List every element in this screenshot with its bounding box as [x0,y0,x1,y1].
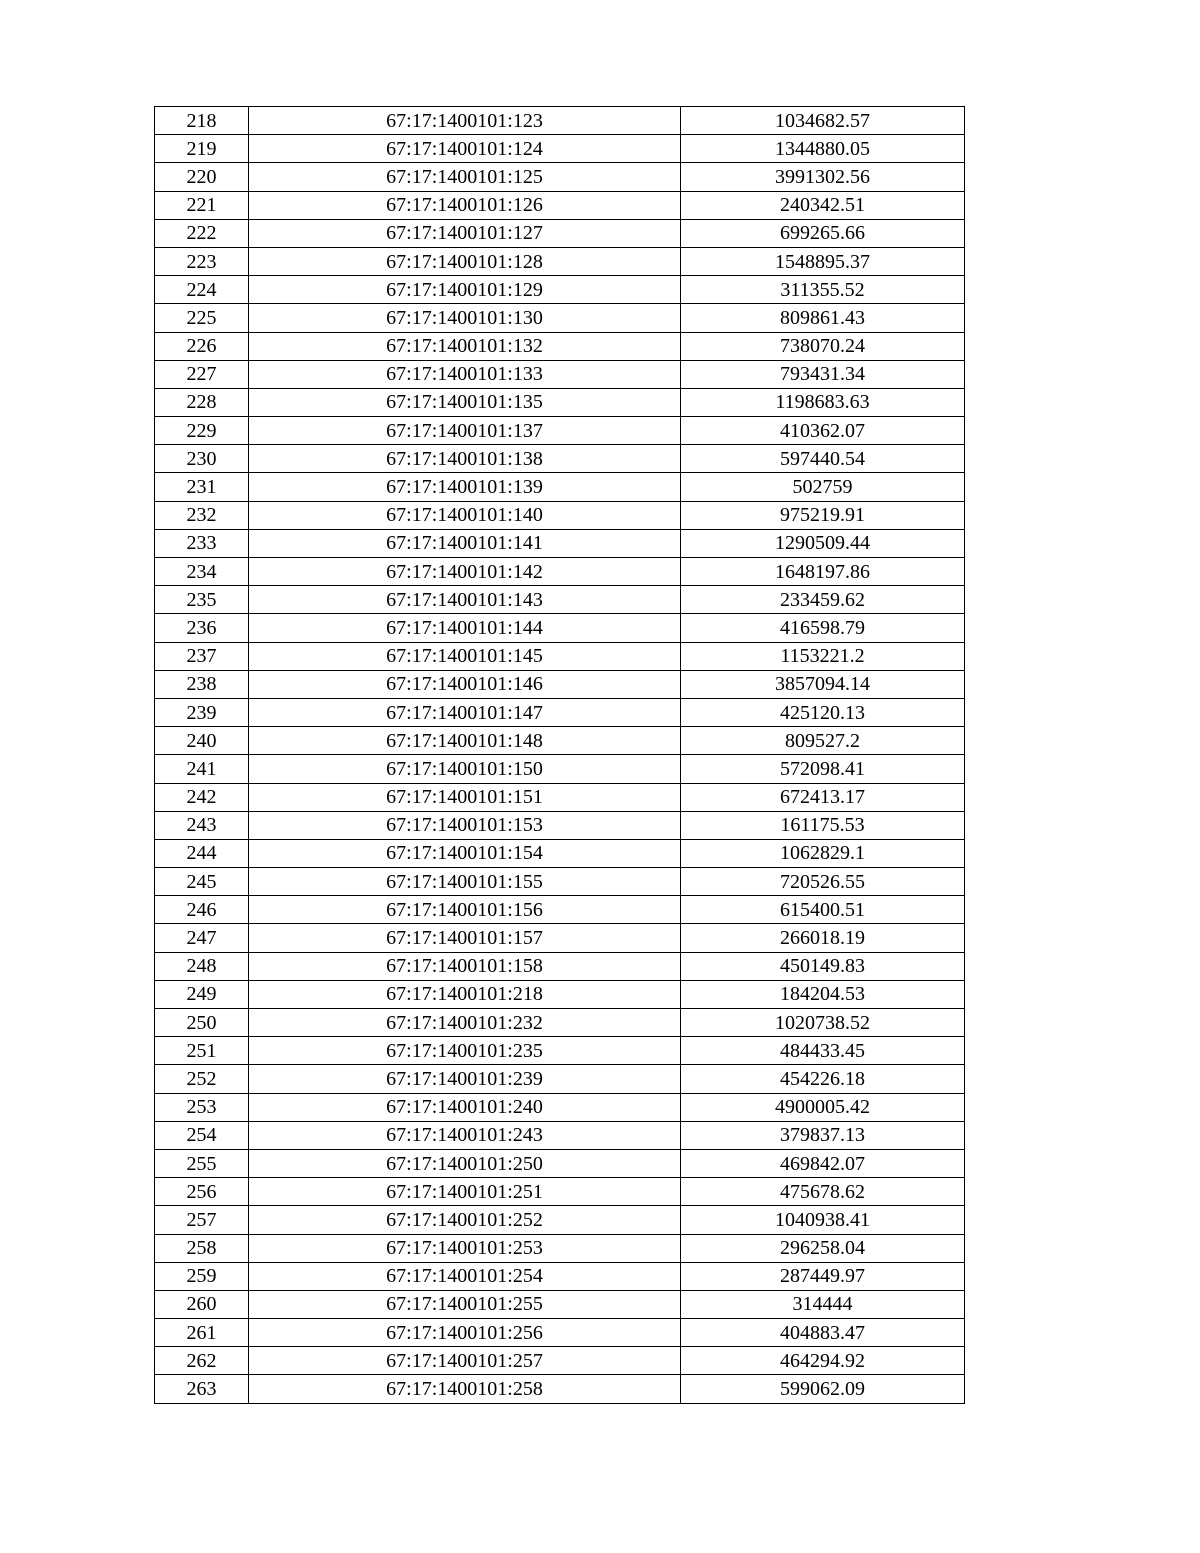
row-number-cell: 263 [155,1375,249,1403]
table-row [155,1149,965,1177]
cadastral-value-cell: 809527.2 [681,727,965,755]
table-row [155,1347,965,1375]
cadastral-number-cell: 67:17:1400101:145 [249,642,681,670]
cadastral-number-cell: 67:17:1400101:135 [249,388,681,416]
cadastral-value-cell: 311355.52 [681,276,965,304]
cadastral-number-cell: 67:17:1400101:138 [249,445,681,473]
cadastral-value-cell: 1198683.63 [681,388,965,416]
table-row [155,1262,965,1290]
cadastral-value-cell: 379837.13 [681,1121,965,1149]
table-row [155,924,965,952]
table-row [155,558,965,586]
row-number-cell: 242 [155,783,249,811]
table-row [155,107,965,135]
cadastral-number-cell: 67:17:1400101:239 [249,1065,681,1093]
row-number-cell: 252 [155,1065,249,1093]
cadastral-number-cell: 67:17:1400101:144 [249,614,681,642]
cadastral-number-cell: 67:17:1400101:150 [249,755,681,783]
cadastral-value-cell: 615400.51 [681,896,965,924]
cadastral-number-cell: 67:17:1400101:252 [249,1206,681,1234]
row-number-cell: 255 [155,1149,249,1177]
table-row [155,1290,965,1318]
table-row [155,360,965,388]
table-row [155,614,965,642]
row-number-cell: 249 [155,980,249,1008]
cadastral-number-cell: 67:17:1400101:243 [249,1121,681,1149]
row-number-cell: 226 [155,332,249,360]
table-row [155,247,965,275]
cadastral-number-cell: 67:17:1400101:126 [249,191,681,219]
cadastral-value-cell: 672413.17 [681,783,965,811]
row-number-cell: 218 [155,107,249,135]
cadastral-number-cell: 67:17:1400101:133 [249,360,681,388]
row-number-cell: 223 [155,247,249,275]
row-number-cell: 235 [155,586,249,614]
cadastral-value-cell: 793431.34 [681,360,965,388]
cadastral-number-cell: 67:17:1400101:148 [249,727,681,755]
cadastral-value-cell: 314444 [681,1290,965,1318]
cadastral-value-cell: 454226.18 [681,1065,965,1093]
row-number-cell: 221 [155,191,249,219]
cadastral-number-cell: 67:17:1400101:156 [249,896,681,924]
row-number-cell: 220 [155,163,249,191]
cadastral-value-cell: 287449.97 [681,1262,965,1290]
cadastral-number-cell: 67:17:1400101:153 [249,811,681,839]
cadastral-value-cell: 975219.91 [681,501,965,529]
row-number-cell: 225 [155,304,249,332]
row-number-cell: 238 [155,670,249,698]
cadastral-number-cell: 67:17:1400101:235 [249,1037,681,1065]
table-row [155,586,965,614]
row-number-cell: 248 [155,952,249,980]
table-row [155,727,965,755]
cadastral-number-cell: 67:17:1400101:258 [249,1375,681,1403]
table-row [155,783,965,811]
cadastral-number-cell: 67:17:1400101:253 [249,1234,681,1262]
table-row [155,445,965,473]
row-number-cell: 241 [155,755,249,783]
cadastral-value-cell: 3991302.56 [681,163,965,191]
cadastral-number-cell: 67:17:1400101:232 [249,1009,681,1037]
cadastral-value-cell: 266018.19 [681,924,965,952]
cadastral-number-cell: 67:17:1400101:142 [249,558,681,586]
cadastral-value-cell: 572098.41 [681,755,965,783]
table-row [155,1319,965,1347]
cadastral-value-cell: 1344880.05 [681,135,965,163]
table-row [155,1178,965,1206]
row-number-cell: 240 [155,727,249,755]
row-number-cell: 254 [155,1121,249,1149]
row-number-cell: 251 [155,1037,249,1065]
row-number-cell: 246 [155,896,249,924]
row-number-cell: 247 [155,924,249,952]
cadastral-number-cell: 67:17:1400101:127 [249,219,681,247]
row-number-cell: 230 [155,445,249,473]
cadastral-value-cell: 1648197.86 [681,558,965,586]
row-number-cell: 260 [155,1290,249,1318]
table-row [155,1065,965,1093]
cadastral-value-cell: 1020738.52 [681,1009,965,1037]
cadastral-number-cell: 67:17:1400101:146 [249,670,681,698]
row-number-cell: 228 [155,388,249,416]
cadastral-value-cell: 1062829.1 [681,839,965,867]
cadastral-value-cell: 1290509.44 [681,529,965,557]
cadastral-number-cell: 67:17:1400101:139 [249,473,681,501]
table-row [155,163,965,191]
cadastral-number-cell: 67:17:1400101:123 [249,107,681,135]
cadastral-value-cell: 597440.54 [681,445,965,473]
row-number-cell: 231 [155,473,249,501]
table-row [155,1206,965,1234]
row-number-cell: 219 [155,135,249,163]
table-row [155,980,965,1008]
cadastral-number-cell: 67:17:1400101:141 [249,529,681,557]
cadastral-value-cell: 699265.66 [681,219,965,247]
table-row [155,219,965,247]
row-number-cell: 232 [155,501,249,529]
row-number-cell: 245 [155,868,249,896]
cadastral-value-cell: 404883.47 [681,1319,965,1347]
cadastral-value-cell: 4900005.42 [681,1093,965,1121]
cadastral-value-cell: 240342.51 [681,191,965,219]
cadastral-number-cell: 67:17:1400101:147 [249,698,681,726]
cadastral-number-cell: 67:17:1400101:157 [249,924,681,952]
row-number-cell: 244 [155,839,249,867]
table-row [155,811,965,839]
table-row [155,388,965,416]
cadastral-value-cell: 410362.07 [681,417,965,445]
table-row [155,896,965,924]
row-number-cell: 236 [155,614,249,642]
row-number-cell: 257 [155,1206,249,1234]
table-row [155,670,965,698]
table-row [155,332,965,360]
table-row [155,952,965,980]
cadastral-number-cell: 67:17:1400101:129 [249,276,681,304]
table-row [155,1009,965,1037]
table-row [155,1037,965,1065]
cadastral-value-cell: 184204.53 [681,980,965,1008]
table-body [155,107,965,1404]
cadastral-value-cell: 1153221.2 [681,642,965,670]
table-row [155,868,965,896]
cadastral-value-cell: 469842.07 [681,1149,965,1177]
cadastral-number-cell: 67:17:1400101:143 [249,586,681,614]
cadastral-number-cell: 67:17:1400101:218 [249,980,681,1008]
row-number-cell: 243 [155,811,249,839]
cadastral-value-cell: 450149.83 [681,952,965,980]
cadastral-number-cell: 67:17:1400101:254 [249,1262,681,1290]
cadastral-number-cell: 67:17:1400101:124 [249,135,681,163]
table-row [155,501,965,529]
table-row [155,642,965,670]
row-number-cell: 259 [155,1262,249,1290]
table-row [155,839,965,867]
cadastral-number-cell: 67:17:1400101:155 [249,868,681,896]
table-row [155,135,965,163]
cadastral-number-cell: 67:17:1400101:240 [249,1093,681,1121]
row-number-cell: 227 [155,360,249,388]
table-row [155,191,965,219]
table-row [155,304,965,332]
cadastral-value-cell: 1548895.37 [681,247,965,275]
cadastral-value-cell: 464294.92 [681,1347,965,1375]
table-row [155,473,965,501]
cadastral-value-cell: 475678.62 [681,1178,965,1206]
cadastral-value-cell: 161175.53 [681,811,965,839]
row-number-cell: 237 [155,642,249,670]
cadastral-value-cell: 502759 [681,473,965,501]
cadastral-value-cell: 1040938.41 [681,1206,965,1234]
cadastral-value-cell: 3857094.14 [681,670,965,698]
table-row [155,698,965,726]
cadastral-value-cell: 416598.79 [681,614,965,642]
cadastral-number-cell: 67:17:1400101:256 [249,1319,681,1347]
cadastral-number-cell: 67:17:1400101:158 [249,952,681,980]
row-number-cell: 224 [155,276,249,304]
cadastral-value-cell: 425120.13 [681,698,965,726]
table-row [155,276,965,304]
cadastral-number-cell: 67:17:1400101:255 [249,1290,681,1318]
table-row [155,529,965,557]
cadastral-number-cell: 67:17:1400101:125 [249,163,681,191]
cadastral-value-cell: 809861.43 [681,304,965,332]
row-number-cell: 250 [155,1009,249,1037]
cadastral-number-cell: 67:17:1400101:132 [249,332,681,360]
cadastral-value-cell: 599062.09 [681,1375,965,1403]
cadastral-number-cell: 67:17:1400101:250 [249,1149,681,1177]
cadastral-number-cell: 67:17:1400101:251 [249,1178,681,1206]
cadastral-value-cell: 720526.55 [681,868,965,896]
cadastral-value-cell: 233459.62 [681,586,965,614]
row-number-cell: 261 [155,1319,249,1347]
cadastral-number-cell: 67:17:1400101:154 [249,839,681,867]
row-number-cell: 262 [155,1347,249,1375]
cadastral-value-cell: 296258.04 [681,1234,965,1262]
cadastral-number-cell: 67:17:1400101:130 [249,304,681,332]
table-row [155,1121,965,1149]
cadastral-value-cell: 1034682.57 [681,107,965,135]
cadastral-value-cell: 484433.45 [681,1037,965,1065]
row-number-cell: 256 [155,1178,249,1206]
table-row [155,1234,965,1262]
row-number-cell: 234 [155,558,249,586]
cadastral-number-cell: 67:17:1400101:140 [249,501,681,529]
row-number-cell: 239 [155,698,249,726]
row-number-cell: 253 [155,1093,249,1121]
row-number-cell: 229 [155,417,249,445]
row-number-cell: 222 [155,219,249,247]
cadastral-number-cell: 67:17:1400101:137 [249,417,681,445]
cadastral-number-cell: 67:17:1400101:128 [249,247,681,275]
table-row [155,417,965,445]
cadastral-value-cell: 738070.24 [681,332,965,360]
table-row [155,1375,965,1403]
cadastral-number-cell: 67:17:1400101:257 [249,1347,681,1375]
cadastral-number-cell: 67:17:1400101:151 [249,783,681,811]
cadastral-value-table [154,106,965,1404]
table-row [155,755,965,783]
row-number-cell: 258 [155,1234,249,1262]
row-number-cell: 233 [155,529,249,557]
table-row [155,1093,965,1121]
